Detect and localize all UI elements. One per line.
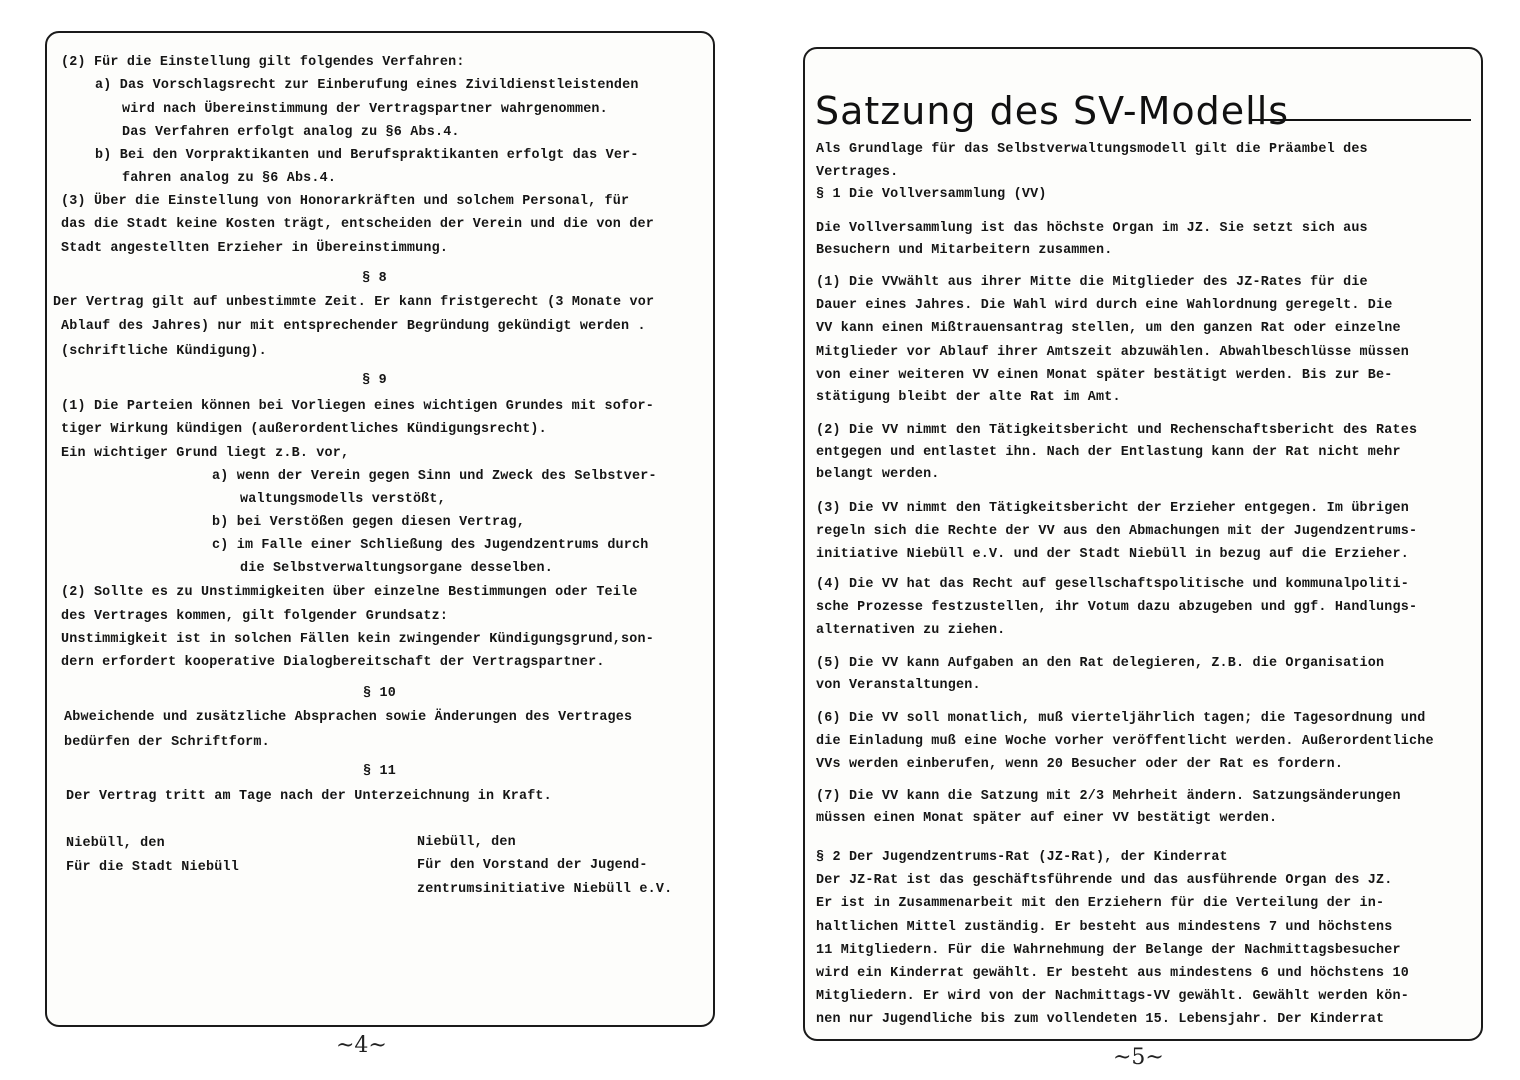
text-line: das die Stadt keine Kosten trägt, entscheiden der Verein und die von der <box>61 217 654 232</box>
text-line: VV kann einen Mißtrauensantrag stellen, um den ganzen Rat oder einzelne <box>816 321 1401 336</box>
text-line: Ein wichtiger Grund liegt z.B. vor, <box>61 446 350 461</box>
text-line: alternativen zu ziehen. <box>816 623 1006 638</box>
text-line: Mitglieder vor Ablauf ihrer Amtszeit abzuwählen. Abwahlbeschlüsse müssen <box>816 345 1409 360</box>
text-line: nen nur Jugendliche bis zum vollendeten 15. Lebensjahr. Der Kinderrat <box>816 1012 1385 1027</box>
signature-party: zentrumsinitiative Niebüll e.V. <box>417 882 673 897</box>
text-line: tiger Wirkung kündigen (außerordentliches Kündigungsrecht). <box>61 422 547 437</box>
text-line: Der JZ-Rat ist das geschäftsführende und das ausführende Organ des JZ. <box>816 873 1393 888</box>
text-line: Er ist in Zusammenarbeit mit den Erziehern für die Verteilung der in- <box>816 896 1385 911</box>
signature-place-date: Niebüll, den <box>66 836 165 851</box>
page-number: ~5~ <box>1113 1045 1164 1070</box>
text-line: Dauer eines Jahres. Die Wahl wird durch eine Wahlordnung geregelt. Die <box>816 298 1393 313</box>
text-line: waltungsmodells verstößt, <box>240 492 446 507</box>
text-line: c) im Falle einer Schließung des Jugendzentrums durch <box>212 538 649 553</box>
text-line: sche Prozesse festzustellen, ihr Votum dazu abzugeben und ggf. Handlungs- <box>816 600 1418 615</box>
page-title: Satzung des SV-Modells <box>815 89 1290 133</box>
section-heading: § 9 <box>362 373 387 388</box>
text-line: von einer weiteren VV einen Monat später bestätigt werden. Bis zur Be- <box>816 368 1393 383</box>
text-line: Der Vertrag gilt auf unbestimmte Zeit. Er kann fristgerecht (3 Monate vor <box>53 295 655 310</box>
text-line: initiative Niebüll e.V. und der Stadt Niebüll in bezug auf die Erzieher. <box>816 547 1409 562</box>
text-line: bedürfen der Schriftform. <box>64 735 270 750</box>
signature-party: Für die Stadt Niebüll <box>66 860 239 875</box>
text-line: Als Grundlage für das Selbstverwaltungsmodell gilt die Präambel des <box>816 142 1368 157</box>
text-line: (1) Die Parteien können bei Vorliegen eines wichtigen Grundes mit sofor- <box>61 399 654 414</box>
text-line: (2) Die VV nimmt den Tätigkeitsbericht und Rechenschaftsbericht des Rates <box>816 423 1418 438</box>
title-underline <box>1251 119 1471 121</box>
page-5 <box>803 47 1483 1041</box>
text-line: Unstimmigkeit ist in solchen Fällen kein zwingender Kündigungsgrund,son- <box>61 632 654 647</box>
text-line: belangt werden. <box>816 467 940 482</box>
text-line: a) wenn der Verein gegen Sinn und Zweck des Selbstver- <box>212 469 657 484</box>
section-heading: § 11 <box>363 764 396 779</box>
section-heading: § 1 Die Vollversammlung (VV) <box>816 187 1047 202</box>
text-line: a) Das Vorschlagsrecht zur Einberufung eines Zivildienstleistenden <box>95 78 639 93</box>
text-line: (5) Die VV kann Aufgaben an den Rat delegieren, Z.B. die Organisation <box>816 656 1385 671</box>
text-line: Der Vertrag tritt am Tage nach der Unterzeichnung in Kraft. <box>66 789 552 804</box>
text-line: (3) Die VV nimmt den Tätigkeitsbericht der Erzieher entgegen. Im übrigen <box>816 501 1409 516</box>
text-line: VVs werden einberufen, wenn 20 Besucher oder der Rat es fordern. <box>816 757 1344 772</box>
text-line: die Einladung muß eine Woche vorher veröffentlicht werden. Außerordentliche <box>816 734 1434 749</box>
text-line: (schriftliche Kündigung). <box>61 344 267 359</box>
text-line: fahren analog zu §6 Abs.4. <box>122 171 337 186</box>
text-line: Abweichende und zusätzliche Absprachen sowie Änderungen des Vertrages <box>64 710 633 725</box>
signature-party: Für den Vorstand der Jugend- <box>417 858 648 873</box>
section-heading: § 10 <box>363 686 396 701</box>
text-line: Ablauf des Jahres) nur mit entsprechender Begründung gekündigt werden . <box>61 319 646 334</box>
text-line: entgegen und entlastet ihn. Nach der Entlastung kann der Rat nicht mehr <box>816 445 1401 460</box>
text-line: wird ein Kinderrat gewählt. Er besteht aus mindestens 6 und höchstens 10 <box>816 966 1409 981</box>
text-line: stätigung bleibt der alte Rat im Amt. <box>816 390 1121 405</box>
text-line: Mitgliedern. Er wird von der Nachmittags-VV gewählt. Gewählt werden kön- <box>816 989 1409 1004</box>
text-line: (2) Sollte es zu Unstimmigkeiten über einzelne Bestimmungen oder Teile <box>61 585 638 600</box>
text-line: haltlichen Mittel zuständig. Er besteht aus mindestens 7 und höchstens <box>816 920 1393 935</box>
text-line: Das Verfahren erfolgt analog zu §6 Abs.4. <box>122 125 460 140</box>
text-line: Besuchern und Mitarbeitern zusammen. <box>816 243 1113 258</box>
text-line: (4) Die VV hat das Recht auf gesellschaftspolitische und kommunalpoliti- <box>816 577 1409 592</box>
signature-place-date: Niebüll, den <box>417 835 516 850</box>
text-line: (7) Die VV kann die Satzung mit 2/3 Mehrheit ändern. Satzungsänderungen <box>816 789 1401 804</box>
section-heading: § 8 <box>362 271 387 286</box>
text-line: die Selbstverwaltungsorgane desselben. <box>240 561 553 576</box>
text-line: b) Bei den Vorpraktikanten und Berufspraktikanten erfolgt das Ver- <box>95 148 639 163</box>
text-line: Vertrages. <box>816 165 899 180</box>
text-line: des Vertrages kommen, gilt folgender Grundsatz: <box>61 609 449 624</box>
text-line: (6) Die VV soll monatlich, muß vierteljährlich tagen; die Tagesordnung und <box>816 711 1426 726</box>
section-heading: § 2 Der Jugendzentrums-Rat (JZ-Rat), der Kinderrat <box>816 850 1228 865</box>
text-line: dern erfordert kooperative Dialogbereitschaft der Vertragspartner. <box>61 655 605 670</box>
text-line: b) bei Verstößen gegen diesen Vertrag, <box>212 515 525 530</box>
text-line: regeln sich die Rechte der VV aus den Abmachungen mit der Jugendzentrums- <box>816 524 1418 539</box>
text-line: Stadt angestellten Erzieher in Übereinstimmung. <box>61 241 449 256</box>
text-line: wird nach Übereinstimmung der Vertragspartner wahrgenommen. <box>122 102 608 117</box>
text-line: Die Vollversammlung ist das höchste Organ im JZ. Sie setzt sich aus <box>816 221 1368 236</box>
text-line: (3) Über die Einstellung von Honorarkräften und solchem Personal, für <box>61 194 630 209</box>
text-line: von Veranstaltungen. <box>816 678 981 693</box>
text-line: müssen einen Monat später auf einer VV bestätigt werden. <box>816 811 1278 826</box>
text-line: 11 Mitgliedern. Für die Wahrnehmung der Belange der Nachmittagsbesucher <box>816 943 1401 958</box>
page-4 <box>45 31 715 1027</box>
text-line: (2) Für die Einstellung gilt folgendes Verfahren: <box>61 55 465 70</box>
text-line: (1) Die VVwählt aus ihrer Mitte die Mitglieder des JZ-Rates für die <box>816 275 1368 290</box>
page-number: ~4~ <box>336 1033 387 1058</box>
